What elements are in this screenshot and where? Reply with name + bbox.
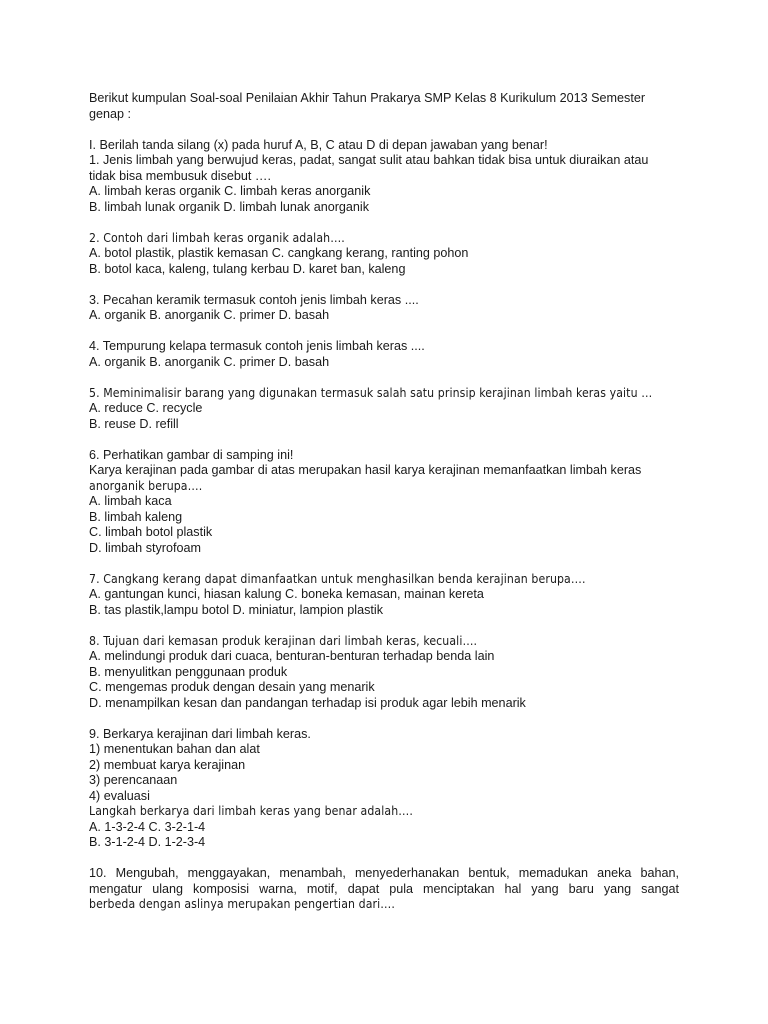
- answer-option: B. limbah lunak organik D. limbah lunak anorganik: [89, 199, 370, 214]
- step-item: 1) menentukan bahan dan alat: [89, 742, 260, 756]
- step-item: 3) perencanaan: [89, 773, 178, 787]
- answer-option: A. botol plastik, plastik kemasan C. cangkang kerang, ranting pohon: [89, 246, 469, 260]
- step-item: 4) evaluasi: [89, 788, 150, 803]
- question-9: [89, 727, 679, 851]
- question-10: [89, 866, 679, 913]
- question-text: tidak bisa membusuk disebut ….: [89, 168, 271, 183]
- answer-option: C. limbah botol plastik: [89, 525, 213, 539]
- answer-option: A. 1-3-2-4 C. 3-2-1-4: [89, 819, 206, 834]
- question-8: [89, 634, 679, 712]
- answer-option: D. menampilkan kesan dan pandangan terhadap isi produk agar lebih menarik: [89, 695, 526, 710]
- question-text: 10. Mengubah, menggayakan, menambah, menyederhanakan bentuk, memadukan aneka bahan,: [89, 866, 679, 880]
- answer-option: A. melindungi produk dari cuaca, benturan-benturan terhadap benda lain: [89, 649, 495, 663]
- question-1: [89, 153, 679, 215]
- answer-option: B. reuse D. refill: [89, 416, 179, 431]
- question-text: 8. Tujuan dari kemasan produk kerajinan dari limbah keras, kecuali….: [89, 633, 478, 648]
- question-4: [89, 339, 679, 370]
- answer-option: B. menyulitkan penggunaan produk: [89, 664, 288, 679]
- answer-option: B. 3-1-2-4 D. 1-2-3-4: [89, 835, 206, 849]
- answer-option: A. limbah keras organik C. limbah keras anorganik: [89, 184, 371, 198]
- question-3: [89, 293, 679, 324]
- intro-line-2: genap :: [89, 106, 132, 121]
- step-item: 2) membuat karya kerajinan: [89, 757, 246, 772]
- question-text: 2. Contoh dari limbah keras organik adalah….: [89, 230, 345, 245]
- question-2: [89, 231, 679, 278]
- question-text: anorganik berupa….: [89, 478, 203, 493]
- question-text: 7. Cangkang kerang dapat dimanfaatkan untuk menghasilkan benda kerajinan berupa….: [89, 571, 586, 586]
- question-text: 4. Tempurung kelapa termasuk contoh jenis limbah keras ....: [89, 339, 425, 353]
- question-6: [89, 448, 679, 557]
- question-text: Langkah berkarya dari limbah keras yang benar adalah….: [89, 804, 413, 818]
- answer-option: B. botol kaca, kaleng, tulang kerbau D. karet ban, kaleng: [89, 261, 406, 276]
- intro: [89, 91, 679, 122]
- question-text: berbeda dengan aslinya merupakan pengertian dari….: [89, 897, 395, 911]
- answer-option: A. organik B. anorganik C. primer D. basah: [89, 354, 330, 369]
- answer-option: C. mengemas produk dengan desain yang menarik: [89, 680, 375, 694]
- question-text: mengatur ulang komposisi warna, motif, dapat pula menciptakan hal yang baru yang sangat: [89, 881, 679, 896]
- instruction: I. Berilah tanda silang (x) pada huruf A, B, C atau D di depan jawaban yang benar!: [89, 137, 548, 152]
- answer-option: B. tas plastik,lampu botol D. miniatur, lampion plastik: [89, 602, 383, 617]
- question-text: 5. Meminimalisir barang yang digunakan termasuk salah satu prinsip kerajinan limbah keras yaitu …: [89, 385, 653, 400]
- document-page: [89, 91, 679, 913]
- question-text: 6. Perhatikan gambar di samping ini!: [89, 447, 294, 462]
- answer-option: D. limbah styrofoam: [89, 540, 201, 555]
- question-5: [89, 386, 679, 433]
- question-text: Karya kerajinan pada gambar di atas merupakan hasil karya kerajinan memanfaatkan limbah keras: [89, 463, 642, 477]
- question-text: 1. Jenis limbah yang berwujud keras, padat, sangat sulit atau bahkan tidak bisa untuk diuraikan atau: [89, 153, 649, 167]
- answer-option: A. gantungan kunci, hiasan kalung C. boneka kemasan, mainan kereta: [89, 587, 484, 601]
- answer-option: A. limbah kaca: [89, 494, 172, 508]
- question-7: [89, 572, 679, 619]
- answer-option: A. reduce C. recycle: [89, 401, 203, 415]
- answer-option: B. limbah kaleng: [89, 509, 183, 524]
- answer-option: A. organik B. anorganik C. primer D. basah: [89, 308, 330, 322]
- question-text: 9. Berkarya kerajinan dari limbah keras.: [89, 726, 311, 741]
- intro-line-1: Berikut kumpulan Soal-soal Penilaian Akhir Tahun Prakarya SMP Kelas 8 Kurikulum 2013 Semester: [89, 91, 646, 105]
- question-text: 3. Pecahan keramik termasuk contoh jenis limbah keras ....: [89, 292, 419, 307]
